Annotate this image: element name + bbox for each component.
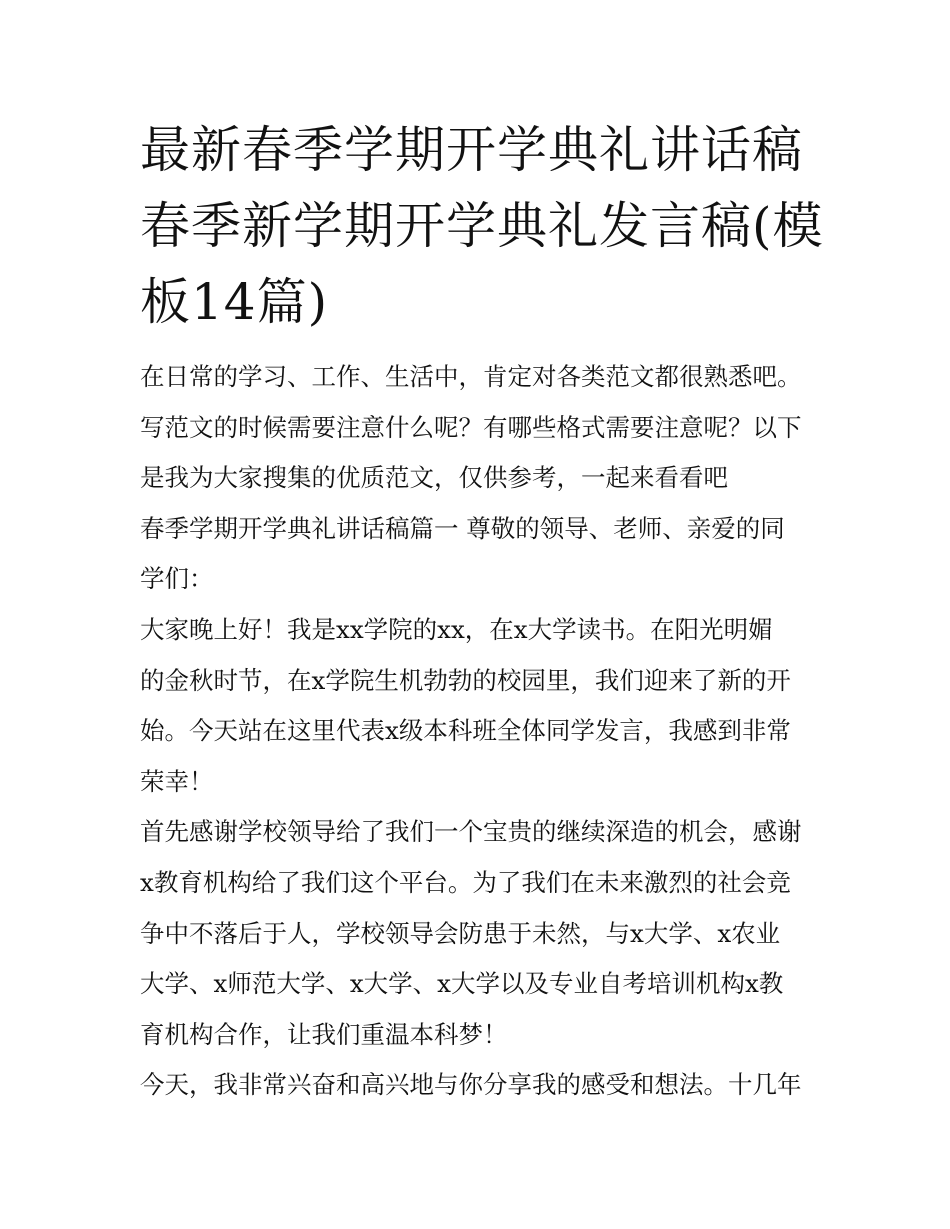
- text-line: 首先感谢学校领导给了我们一个宝贵的继续深造的机会，感谢: [140, 817, 802, 847]
- text-line: 荣幸！: [140, 766, 214, 796]
- text-line: 今天，我非常兴奋和高兴地与你分享我的感受和想法。十几年: [140, 1070, 802, 1100]
- document-body: [140, 352, 820, 1111]
- title-line: 板14篇): [140, 273, 329, 331]
- intro-paragraph: [140, 352, 820, 504]
- speech-heading-paragraph: [140, 504, 820, 605]
- title-line: 最新春季学期开学典礼讲话稿: [140, 121, 803, 179]
- title-line: 春季新学期开学典礼发言稿(模: [140, 197, 824, 255]
- text-line: 春季学期开学典礼讲话稿篇一 尊敬的领导、老师、亲爱的同: [140, 513, 785, 543]
- text-line: 的金秋时节，在x学院生机勃勃的校园里，我们迎来了新的开: [140, 665, 791, 695]
- thanks-paragraph: [140, 807, 820, 1060]
- text-line: 大家晚上好！我是xx学院的xx，在x大学读书。在阳光明媚: [140, 614, 773, 644]
- document-content: [140, 112, 824, 1111]
- text-line: 育机构合作，让我们重温本科梦！: [140, 1019, 508, 1049]
- text-line: 始。今天站在这里代表x级本科班全体同学发言，我感到非常: [140, 716, 791, 746]
- text-line: 是我为大家搜集的优质范文，仅供参考，一起来看看吧: [140, 463, 728, 493]
- text-line: 在日常的学习、工作、生活中，肯定对各类范文都很熟悉吧。: [140, 362, 802, 391]
- text-line: x教育机构给了我们这个平台。为了我们在未来激烈的社会竞: [140, 867, 791, 897]
- document-title: [140, 112, 824, 340]
- text-line: 大学、x师范大学、x大学、x大学以及专业自考培训机构x教: [140, 969, 784, 999]
- text-line: 写范文的时候需要注意什么呢？有哪些格式需要注意呢？以下: [140, 412, 802, 442]
- closing-paragraph: [140, 1060, 820, 1111]
- text-line: 争中不落后于人，学校领导会防患于未然，与x大学、x农业: [140, 918, 781, 948]
- greeting-paragraph: [140, 605, 820, 807]
- text-line: 学们：: [140, 564, 214, 594]
